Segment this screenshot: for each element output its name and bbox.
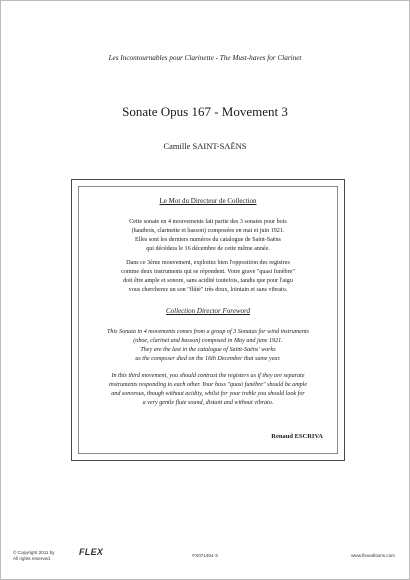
text-line: They are the last in the catalogue of Saint-Saëns' works xyxy=(140,346,276,353)
text-line: as the composer died on the 16th December that same year. xyxy=(135,355,281,362)
text-line: vous chercherez un son "flûté" très doux, lointain et sans vibrato. xyxy=(128,286,288,293)
text-line: Cette sonate en 4 mouvements fait partie des 3 sonates pour bois xyxy=(129,219,287,225)
series-title: Les Incontournables pour Clarinette - The Must-haves for Clarinet xyxy=(108,54,302,62)
signature: Renaud ESCRIVA xyxy=(271,433,323,440)
copyright-line: © Copyright 2011 by xyxy=(13,550,55,555)
rights-line: All rights reserved. xyxy=(13,556,52,561)
composer-name: Camille SAINT-SAËNS xyxy=(163,141,247,151)
text-line: Dans ce 3ème mouvement, exploitez bien l'opposition des registres xyxy=(126,260,290,266)
text-line: qui décédera le 16 décembre de cette même année. xyxy=(146,245,270,252)
english-heading: Collection Director Foreword xyxy=(166,307,250,315)
catalogue-reference: FX071454-3 xyxy=(192,553,218,558)
text-line: (oboe, clarinet and basson) composed in May and june 1921. xyxy=(133,337,283,344)
text-line: This Sonata in 4 movements comes from a group of 3 Sonatas for wind instruments xyxy=(107,329,309,335)
french-paragraph-1 xyxy=(87,218,329,254)
text-line: doit être ample et sonore, sans acidité toutefois, tandis que pour l'aigu xyxy=(123,277,293,284)
page-footer xyxy=(1,541,409,571)
foreword-box xyxy=(71,179,345,461)
publisher-website: www.flexeditions.com xyxy=(351,553,395,558)
text-line: (hautbois, clarinette et basson) composées en mai et juin 1921. xyxy=(131,227,285,234)
piece-title: Sonate Opus 167 - Movement 3 xyxy=(122,104,288,119)
foreword-inner-frame xyxy=(78,186,338,454)
english-paragraph-1 xyxy=(87,328,329,364)
text-line: Elles sont les derniers numéros du catalogue de Saint-Saëns xyxy=(135,236,281,243)
french-heading: Le Mot du Directeur de Collection xyxy=(159,197,257,205)
publisher-logo: FLEX xyxy=(79,547,104,557)
english-paragraph-2 xyxy=(87,372,329,408)
text-line: In this third movement, you should contrast the registers as if they are separate xyxy=(111,373,305,379)
text-line: instruments responding to each other. Your bass "quasi funèbre" should be ample xyxy=(108,381,308,388)
text-line: and sonorous, though without acidity, whilst for your treble you should look for xyxy=(111,390,305,397)
text-line: a very gentle flute sound, distant and without vibrato. xyxy=(142,399,274,406)
french-paragraph-2 xyxy=(87,259,329,295)
text-line: comme deux instruments qui se répondent. Votre grave "quasi funèbre" xyxy=(121,268,295,275)
